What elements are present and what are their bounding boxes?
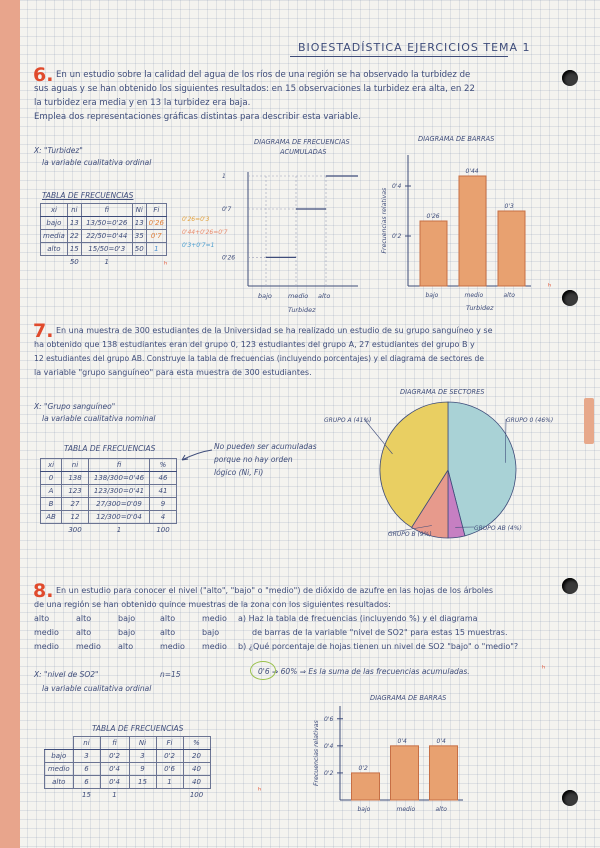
ex6-bar-chart	[368, 146, 553, 316]
ex8-question-a-line: de barras de la variable "nivel de SO2" para estas 15 muestras.	[252, 628, 508, 637]
x-axis-label: Turbidez	[288, 306, 316, 314]
bar-value-label: 0'26	[426, 213, 440, 220]
table-header: fi	[100, 737, 129, 750]
red-check-mark: ʰ	[548, 282, 552, 291]
table-row	[41, 485, 177, 498]
x-tick-label: medio	[464, 292, 484, 299]
data-grid-cell: alto	[76, 614, 92, 623]
ex6-frequency-table	[40, 203, 167, 268]
table-header	[45, 737, 74, 750]
table-cell: 138/300=0'46	[89, 472, 150, 485]
punch-hole-icon	[562, 290, 578, 306]
table-cell: medio	[45, 763, 74, 776]
y-tick-label: 0'6	[324, 715, 334, 723]
table-cell: 0'26	[146, 217, 166, 230]
exercise-6-number: 6.	[33, 64, 54, 86]
x-tick-label: bajo	[357, 806, 371, 813]
ex8-question-a-line: a) Haz la tabla de frecuencias (incluyendo %) y el diagrama	[238, 614, 478, 623]
red-margin-strip	[0, 0, 20, 848]
table-cell: 0'4	[100, 776, 129, 789]
table-row	[41, 472, 177, 485]
bar-value-label: 0'44	[465, 168, 479, 175]
exercise-8-number: 8.	[33, 580, 54, 602]
pie-slice-label: GRUPO A (41%)	[324, 417, 372, 424]
ex6-bar-chart-title: DIAGRAMA DE BARRAS	[418, 135, 495, 143]
red-check-mark: ʰ	[164, 260, 168, 269]
ex6-statement-line: la turbidez era media y en 13 la turbidez era baja.	[34, 98, 251, 108]
table-cell: 27/300=0'09	[89, 498, 150, 511]
y-tick-label: 0'7	[222, 206, 232, 213]
bar	[391, 746, 419, 800]
table-cell: 0'4	[100, 763, 129, 776]
ex6-table-title: TABLA DE FRECUENCIAS	[42, 191, 134, 200]
table-cell: 9	[129, 763, 156, 776]
y-axis-label: Frecuencias relativas	[313, 720, 320, 786]
data-grid-cell: bajo	[202, 628, 220, 637]
ex8-n-label: n=15	[160, 670, 181, 679]
y-tick-label: 0'26	[222, 254, 236, 262]
ex8-bar-chart	[300, 704, 470, 816]
table-cell: 12/300=0'04	[89, 511, 150, 524]
bar	[352, 773, 380, 800]
data-grid-cell: alto	[34, 614, 50, 623]
table-cell: 123	[62, 485, 89, 498]
ex7-statement-line: la variable "grupo sanguíneo" para esta muestra de 300 estudiantes.	[34, 368, 312, 377]
x-tick-label: medio	[396, 806, 416, 813]
pie-slice-label: GRUPO AB (4%)	[474, 525, 522, 532]
data-grid-cell: bajo	[118, 628, 136, 637]
table-cell: 15	[129, 776, 156, 789]
table-cell: 3	[129, 750, 156, 763]
table-row	[41, 243, 167, 256]
y-tick-label: 0'4	[324, 742, 334, 750]
cum-chart-title-line1: DIAGRAMA DE FRECUENCIAS	[254, 138, 350, 146]
table-cell: 0'2	[156, 750, 183, 763]
table-row	[45, 750, 211, 763]
y-tick-label: 0'2	[392, 233, 402, 240]
table-header: ni	[62, 459, 89, 472]
ex8-statement-line: En un estudio para conocer el nivel ("alto", "bajo" o "medio") de dióxido de azufre en las hojas de los árboles	[56, 586, 494, 595]
ex6-variable: X: "Turbidez"	[34, 146, 83, 155]
table-cell: bajo	[45, 750, 74, 763]
ex7-variable: X: "Grupo sanguíneo"	[34, 402, 116, 411]
ex7-statement-line: ha obtenido que 138 estudiantes eran del grupo 0, 123 estudiantes del grupo A, 27 estudiantes del grupo B y	[34, 340, 475, 349]
table-cell: 20	[183, 750, 210, 763]
bar	[498, 211, 525, 286]
table-cell: 27	[62, 498, 89, 511]
table-row	[41, 230, 167, 243]
table-cell: 6	[73, 763, 100, 776]
table-header: xi	[41, 204, 68, 217]
table-cell: 22	[67, 230, 81, 243]
table-cell: 13	[67, 217, 81, 230]
y-tick-label: 0'4	[392, 183, 402, 190]
ex8-bar-chart-title: DIAGRAMA DE BARRAS	[370, 694, 447, 702]
table-cell: 9	[150, 498, 177, 511]
x-tick-label: medio	[288, 292, 309, 300]
table-header: Ni	[132, 204, 146, 217]
ex6-statement-line: sus aguas y se han obtenido los siguientes resultados: en 15 observaciones la turbidez era alta, en 22	[34, 84, 475, 94]
table-cell: 0'2	[100, 750, 129, 763]
label-leader-line	[364, 419, 392, 454]
punch-hole-icon	[562, 578, 578, 594]
table-row	[41, 498, 177, 511]
table-cell: 15	[67, 243, 81, 256]
table-row	[45, 776, 211, 789]
table-cell: 13/50=0'26	[81, 217, 132, 230]
table-header: Fi	[156, 737, 183, 750]
table-cell: alto	[41, 243, 68, 256]
table-header: %	[150, 459, 177, 472]
table-cell: AB	[41, 511, 62, 524]
table-cell: 4	[150, 511, 177, 524]
data-grid-cell: bajo	[118, 614, 136, 623]
x-tick-label: alto	[435, 806, 447, 813]
bar-value-label: 0'3	[504, 203, 514, 210]
table-cell: 40	[183, 763, 210, 776]
table-header: fi	[89, 459, 150, 472]
table-cell: 1	[156, 776, 183, 789]
table-row	[41, 511, 177, 524]
table-total: 1	[116, 526, 122, 534]
table-total: 100	[156, 526, 170, 534]
table-cell: 138	[62, 472, 89, 485]
ex8-question-b: b) ¿Qué porcentaje de hojas tienen un nivel de SO2 "bajo" o "medio"?	[238, 642, 519, 651]
x-axis-label: Turbidez	[466, 304, 494, 312]
table-cell: 6	[73, 776, 100, 789]
table-cell: 35	[132, 230, 146, 243]
data-grid-cell: medio	[34, 642, 59, 651]
table-cell: A	[41, 485, 62, 498]
bar-value-label: 0'4	[397, 737, 407, 745]
table-cell: alto	[45, 776, 74, 789]
cumulative-frequency-chart	[220, 158, 370, 318]
table-cell: 41	[150, 485, 177, 498]
y-tick-label: 1	[222, 173, 226, 180]
data-grid-cell: alto	[160, 614, 176, 623]
table-cell: 12	[62, 511, 89, 524]
ex7-frequency-table	[40, 458, 177, 536]
punch-hole-icon	[562, 790, 578, 806]
bar	[459, 176, 486, 286]
data-grid-cell: medio	[160, 642, 185, 651]
ex8-statement-line: de una región se han obtenido quince muestras de la zona con los siguientes resultados:	[34, 600, 391, 609]
data-grid-cell: alto	[118, 642, 134, 651]
table-total: 1	[112, 791, 117, 799]
table-cell: 40	[183, 776, 210, 789]
table-header: Ni	[129, 737, 156, 750]
ex8-answer-b: 0'6 ⇒ 60% ⇒ Es la suma de las frecuencias acumuladas.	[258, 667, 470, 676]
data-grid-cell: medio	[202, 614, 227, 623]
table-header: xi	[41, 459, 62, 472]
pie-slice-label: GRUPO B (9%)	[388, 531, 432, 538]
x-tick-label: alto	[503, 292, 515, 299]
ex6-variable-type: la variable cualitativa ordinal	[42, 158, 152, 167]
table-total: 15	[82, 791, 91, 799]
table-header: %	[183, 737, 210, 750]
data-grid-cell: medio	[202, 642, 227, 651]
x-tick-label: bajo	[258, 292, 272, 300]
table-total: 1	[104, 258, 109, 266]
data-grid-cell: medio	[34, 628, 59, 637]
table-cell: 123/300=0'41	[89, 485, 150, 498]
table-cell: 3	[73, 750, 100, 763]
answer-highlight-circle	[250, 661, 276, 680]
ex8-variable-type: la variable cualitativa ordinal	[42, 684, 152, 693]
ex7-note-line: No pueden ser acumuladas	[214, 442, 317, 451]
ex6-annotation: 0'3+0'7=1	[182, 242, 215, 249]
table-header: ni	[67, 204, 81, 217]
ex7-note-line: porque no hay orden	[214, 455, 293, 464]
ex6-statement-line: Emplea dos representaciones gráficas distintas para describir esta variable.	[34, 112, 361, 122]
data-grid-cell: alto	[76, 628, 92, 637]
ex7-table-title: TABLA DE FRECUENCIAS	[64, 444, 156, 453]
pie-chart-title: DIAGRAMA DE SECTORES	[400, 388, 485, 396]
ex7-variable-type: la variable cualitativa nominal	[42, 414, 156, 423]
bar-value-label: 0'4	[436, 737, 446, 745]
arrow-icon	[178, 448, 214, 464]
table-row	[45, 763, 211, 776]
table-cell: 0'7	[146, 230, 166, 243]
ex6-statement-line: En un estudio sobre la calidad del agua de los ríos de una región se ha observado la turbidez de	[56, 70, 471, 80]
red-check-mark: ʰ	[258, 786, 262, 795]
ex8-variable: X: "nivel de SO2"	[34, 670, 99, 679]
table-cell: 13	[132, 217, 146, 230]
table-cell: 46	[150, 472, 177, 485]
table-header: Fi	[146, 204, 166, 217]
x-tick-label: bajo	[425, 292, 439, 299]
bar-value-label: 0'2	[358, 764, 368, 772]
ex6-annotation: 0'26=0'3	[182, 216, 210, 223]
table-total: 300	[68, 526, 82, 534]
table-cell: media	[41, 230, 68, 243]
ex7-statement-line: 12 estudiantes del grupo AB. Construye la tabla de frecuencias (incluyendo porcentajes) y el diagrama de sectores de	[34, 354, 485, 363]
page-title: BIOESTADÍSTICA EJERCICIOS TEMA 1	[298, 41, 531, 54]
red-check-mark: ʰ	[542, 664, 546, 673]
punch-hole-icon	[562, 70, 578, 86]
title-underline	[290, 56, 508, 57]
ex8-frequency-table	[44, 736, 211, 801]
table-header: ni	[73, 737, 100, 750]
table-cell: 15/50=0'3	[81, 243, 132, 256]
table-total: 100	[189, 791, 204, 799]
ex6-annotation: 0'44+0'26=0'7	[182, 229, 228, 236]
cum-chart-title-line2: ACUMULADAS	[280, 148, 327, 156]
ex7-note-line: lógico (Ni, Fi)	[214, 468, 264, 477]
table-cell: 1	[146, 243, 166, 256]
y-axis-label: Frecuencias relativas	[381, 187, 388, 254]
table-total: 50	[69, 258, 79, 266]
blood-group-pie-chart	[324, 396, 560, 544]
data-grid-cell: alto	[160, 628, 176, 637]
ex8-table-title: TABLA DE FRECUENCIAS	[92, 724, 184, 733]
data-grid-cell: medio	[76, 642, 101, 651]
table-cell: bajo	[41, 217, 68, 230]
table-row	[41, 217, 167, 230]
bar	[420, 221, 447, 286]
ex7-statement-line: En una muestra de 300 estudiantes de la Universidad se ha realizado un estudio de su grupo sanguíneo y se	[56, 326, 493, 335]
bar	[430, 746, 458, 800]
x-tick-label: alto	[318, 292, 331, 300]
pie-slice-label: GRUPO 0 (46%)	[506, 417, 554, 424]
page-tab-sticker	[584, 398, 594, 444]
table-header: fi	[81, 204, 132, 217]
table-cell: 50	[132, 243, 146, 256]
table-cell: 0	[41, 472, 62, 485]
table-cell: 0'6	[156, 763, 183, 776]
exercise-7-number: 7.	[33, 320, 54, 342]
y-tick-label: 0'2	[324, 769, 334, 777]
table-cell: 22/50=0'44	[81, 230, 132, 243]
table-cell: B	[41, 498, 62, 511]
